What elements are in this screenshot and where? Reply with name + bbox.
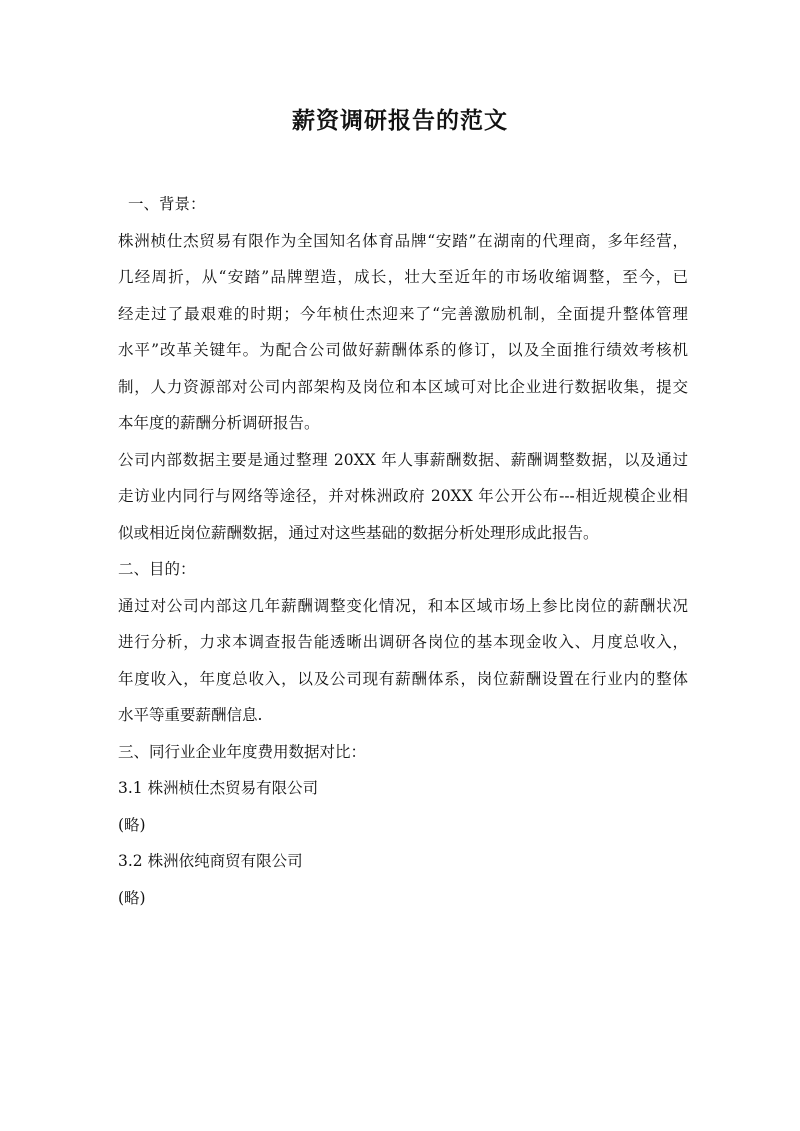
body-line: 进行分析，力求本调查报告能透晰出调研各岗位的基本现金收入、月度总收入，	[118, 633, 688, 651]
body-line: 制，人力资源部对公司内部架构及岗位和本区域可对比企业进行数据收集，提交	[118, 377, 688, 396]
body-line: 通过对公司内部这几年薪酬调整变化情况，和本区域市场上参比岗位的薪酬状况	[118, 596, 688, 615]
body-line: 走访业内同行与网络等途径，并对株洲政府 20XX 年公开公布---相近规模企业相	[118, 487, 688, 505]
body-line: 3.2 株洲依纯商贸有限公司	[118, 852, 303, 870]
body-line: 水平等重要薪酬信息.	[118, 706, 263, 724]
body-line: 水平”改革关键年。为配合公司做好薪酬体系的修订，以及全面推行绩效考核机	[118, 341, 688, 359]
body-line: 似或相近岗位薪酬数据，通过对这些基础的数据分析处理形成此报告。	[118, 523, 599, 542]
body-line: (略)	[118, 815, 146, 834]
body-line: 3.1 株洲桢仕杰贸易有限公司	[118, 779, 319, 797]
body-line: 经走过了最艰难的时期；今年桢仕杰迎来了“完善激励机制，全面提升整体管理	[118, 304, 688, 323]
body-line: 三、同行业企业年度费用数据对比：	[118, 742, 367, 761]
body-line: (略)	[118, 888, 146, 907]
body-line: 一、背景：	[128, 195, 206, 213]
body-line: 公司内部数据主要是通过整理 20XX 年人事薪酬数据、薪酬调整数据，以及通过	[118, 450, 688, 469]
body-line: 本年度的薪酬分析调研报告。	[118, 414, 320, 432]
body-line: 株洲桢仕杰贸易有限作为全国知名体育品牌“安踏”在湖南的代理商，多年经营，	[118, 231, 688, 250]
body-line: 几经周折，从“安踏”品牌塑造，成长，壮大至近年的市场收缩调整，至今，已	[118, 268, 688, 286]
document-title: 薪资调研报告的范文	[292, 107, 508, 134]
body-line: 年度收入，年度总收入，以及公司现有薪酬体系，岗位薪酬设置在行业内的整体	[118, 669, 688, 688]
body-line: 二、目的：	[118, 560, 196, 578]
document-body	[118, 186, 688, 916]
